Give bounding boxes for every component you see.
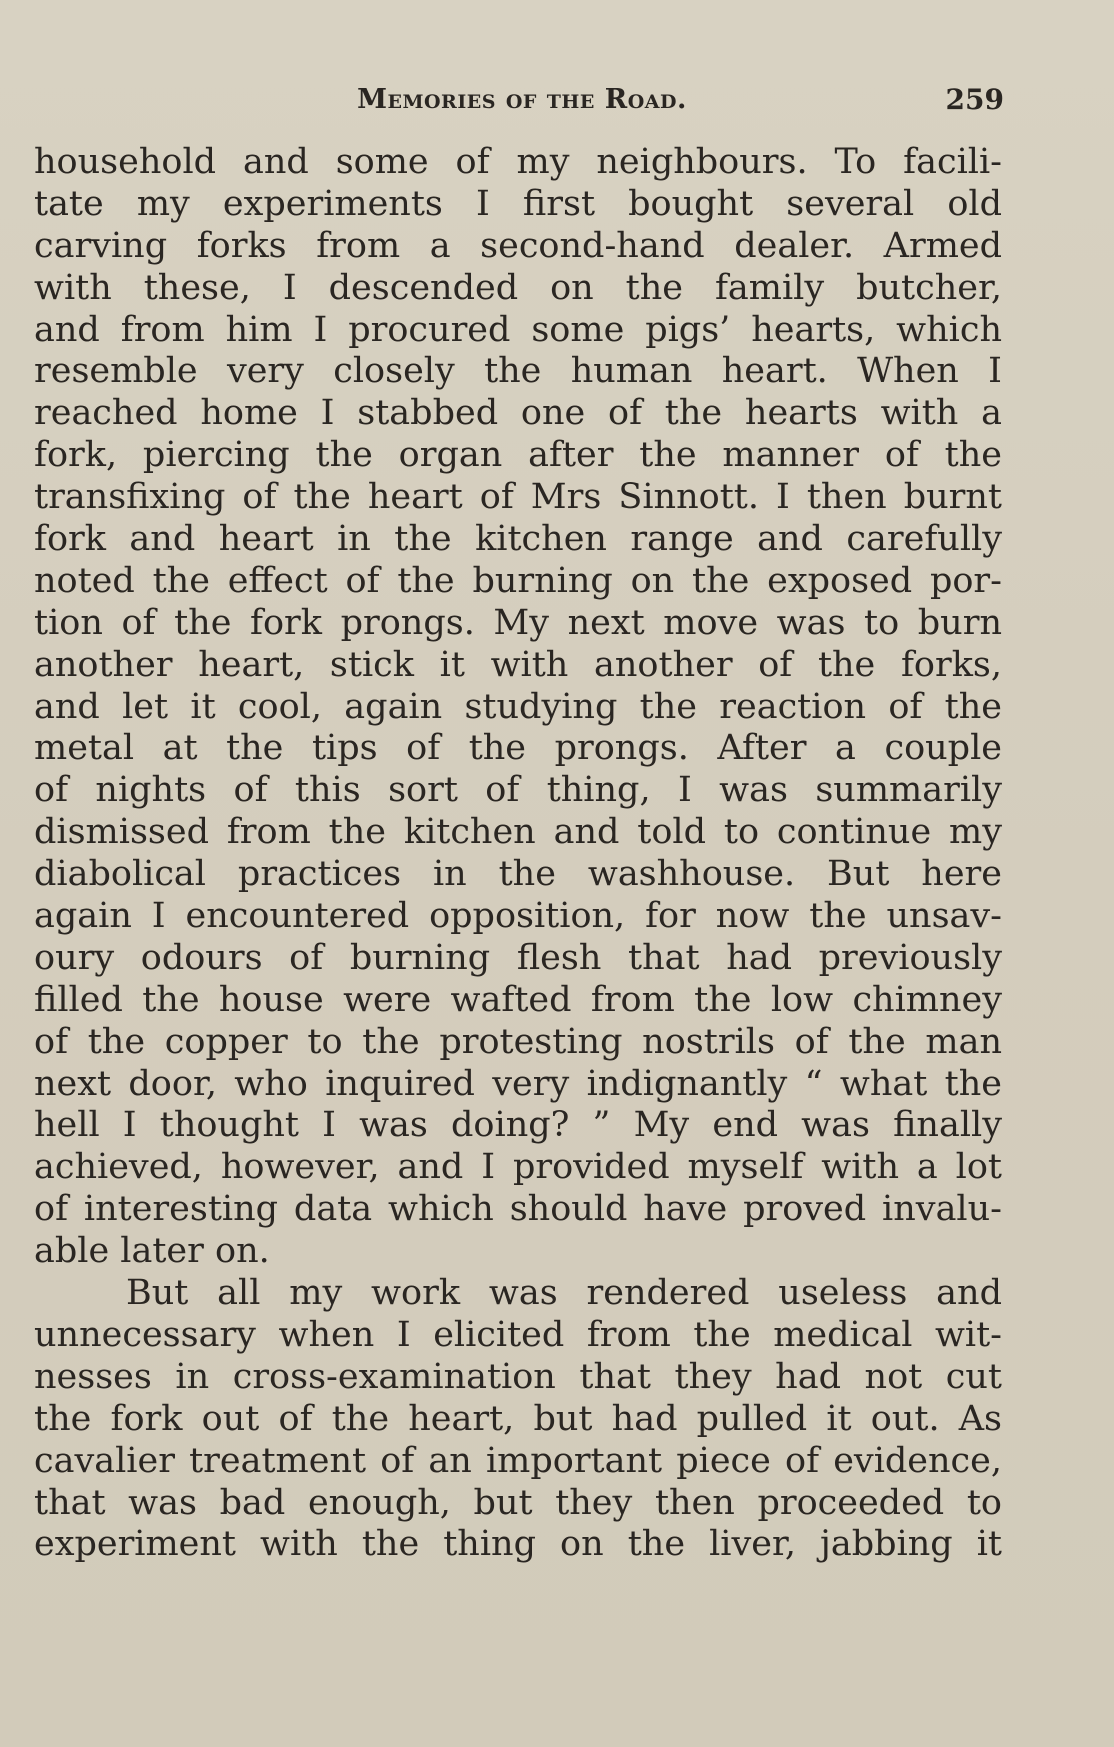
text-line: nesses in cross-examination that they had not cut	[34, 1356, 1002, 1397]
text-line: next door, who inquired very indignantly “ what the	[34, 1063, 1002, 1104]
running-head	[34, 80, 1010, 120]
text-line: dismissed from the kitchen and told to continue my	[34, 812, 1002, 853]
body-text	[34, 142, 1002, 1566]
text-line: tate my experiments I first bought several old	[34, 183, 1002, 224]
text-line: noted the effect of the burning on the exposed por-	[34, 560, 1002, 601]
text-line: cavalier treatment of an important piece of evidence,	[34, 1440, 1002, 1481]
text-line: that was bad enough, but they then proceeded to	[34, 1482, 1002, 1523]
text-line: reached home I stabbed one of the hearts with a	[34, 393, 1002, 434]
text-line: of the copper to the protesting nostrils of the man	[34, 1021, 1002, 1062]
text-line: achieved, however, and I provided myself with a lot	[34, 1147, 1002, 1188]
text-line: another heart, stick it with another of the forks,	[34, 644, 1002, 685]
text-line: fork, piercing the organ after the manner of the	[34, 435, 1002, 476]
text-line: filled the house were wafted from the low chimney	[34, 979, 1002, 1020]
text-line: again I encountered opposition, for now the unsav-	[34, 896, 1002, 937]
text-line: and let it cool, again studying the reaction of the	[34, 686, 1002, 727]
text-line: fork and heart in the kitchen range and carefully	[34, 519, 1002, 560]
text-line: the fork out of the heart, but had pulled it out. As	[34, 1398, 1002, 1439]
running-title: Memories of the Road.	[357, 84, 687, 115]
text-line: diabolical practices in the washhouse. But here	[34, 854, 1002, 895]
paragraph-start-line: But all my work was rendered useless and	[126, 1273, 1002, 1314]
text-line: tion of the fork prongs. My next move was to burn	[34, 602, 1002, 643]
text-line: and from him I procured some pigs’ hearts, which	[34, 309, 1002, 350]
page-number: 259	[945, 83, 1004, 116]
text-line: hell I thought I was doing? ” My end was finally	[34, 1105, 1002, 1146]
text-line: carving forks from a second-hand dealer. Armed	[34, 225, 1002, 266]
paragraph-end-line: able later on.	[34, 1231, 270, 1272]
text-line: metal at the tips of the prongs. After a couple	[34, 728, 1002, 769]
text-line: household and some of my neighbours. To facili-	[34, 142, 1002, 182]
text-line: resemble very closely the human heart. When I	[34, 351, 1002, 392]
text-line: transfixing of the heart of Mrs Sinnott. I then burnt	[34, 477, 1002, 518]
text-line: unnecessary when I elicited from the medical wit-	[34, 1314, 1002, 1355]
text-line: oury odours of burning flesh that had previously	[34, 937, 1002, 978]
text-line: of nights of this sort of thing, I was summarily	[34, 770, 1002, 811]
text-line: of interesting data which should have proved invalu-	[34, 1189, 1002, 1230]
text-line: with these, I descended on the family butcher,	[34, 267, 1002, 308]
text-line: experiment with the thing on the liver, jabbing it	[34, 1524, 1002, 1565]
